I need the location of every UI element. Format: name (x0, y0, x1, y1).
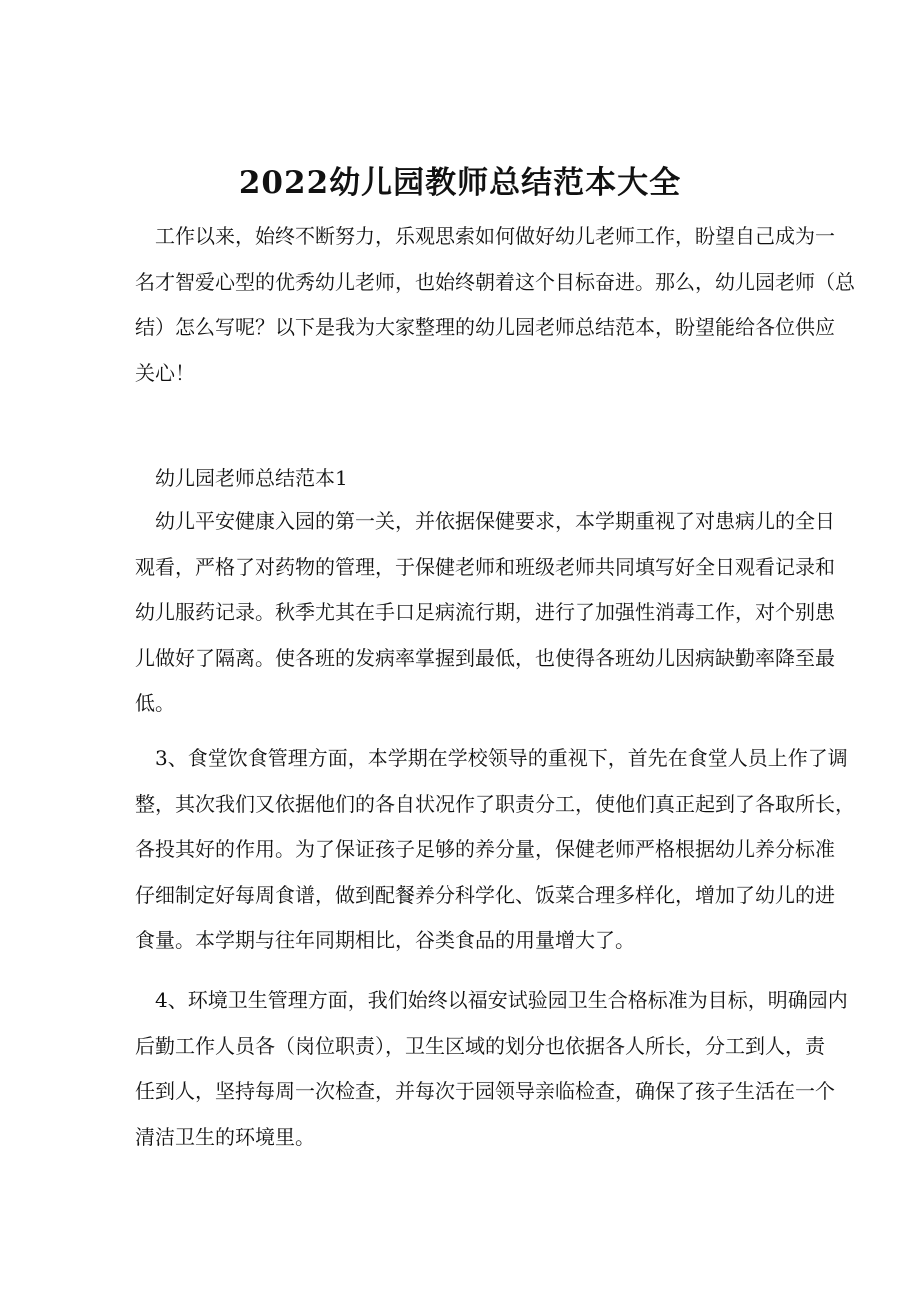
text-line: 食量。本学期与往年同期相比，谷类食品的用量增大了。 (135, 928, 635, 952)
document-title: 2022幼儿园教师总结范本大全 (238, 164, 682, 201)
paragraph-2 (135, 736, 855, 964)
text-line: 名才智爱心型的优秀幼儿老师，也始终朝着这个目标奋进。那么，幼儿园老师（总 (135, 269, 855, 294)
paragraph-3 (135, 978, 848, 1160)
text-line: 各投其好的作用。为了保证孩子足够的养分量，保健老师严格根据幼儿养分标准 (135, 837, 835, 861)
text-line: 儿做好了隔离。使各班的发病率掌握到最低，也使得各班幼儿因病缺勤率降至最 (135, 645, 835, 670)
text-line: 3、食堂饮食管理方面，本学期在学校领导的重视下，首先在食堂人员上作了调 (155, 746, 848, 770)
text-line: 4、环境卫生管理方面，我们始终以福安试验园卫生合格标准为目标，明确园内 (155, 988, 848, 1012)
section-heading: 幼儿园老师总结范本1 (155, 466, 348, 490)
text-line: 清洁卫生的环境里。 (135, 1124, 315, 1149)
text-line: 后勤工作人员各（岗位职责），卫生区域的划分也依据各人所长，分工到人，责 (135, 1033, 825, 1058)
text-line: 工作以来，始终不断努力，乐观思索如何做好幼儿老师工作，盼望自己成为一 (155, 224, 835, 248)
text-line: 仔细制定好每周食谱，做到配餐养分科学化、饭菜合理多样化，增加了幼儿的进 (135, 882, 835, 907)
text-line: 观看，严格了对药物的管理，于保健老师和班级老师共同填写好全日观看记录和 (135, 554, 835, 579)
text-line: 低。 (135, 691, 175, 715)
paragraph-1 (135, 499, 835, 727)
text-line: 结）怎么写呢？以下是我为大家整理的幼儿园老师总结范本，盼望能给各位供应 (135, 315, 835, 339)
text-line: 幼儿服药记录。秋季尤其在手口足病流行期，进行了加强性消毒工作，对个别患 (135, 600, 835, 624)
text-line: 关心！ (135, 360, 195, 385)
intro-paragraph (135, 214, 855, 396)
text-line: 整，其次我们又依据他们的各自状况作了职责分工，使他们真正起到了各取所长， (135, 791, 855, 816)
text-line: 幼儿平安健康入园的第一关，并依据保健要求，本学期重视了对患病儿的全日 (155, 509, 835, 533)
text-line: 任到人，坚持每周一次检查，并每次于园领导亲临检查，确保了孩子生活在一个 (135, 1079, 835, 1103)
